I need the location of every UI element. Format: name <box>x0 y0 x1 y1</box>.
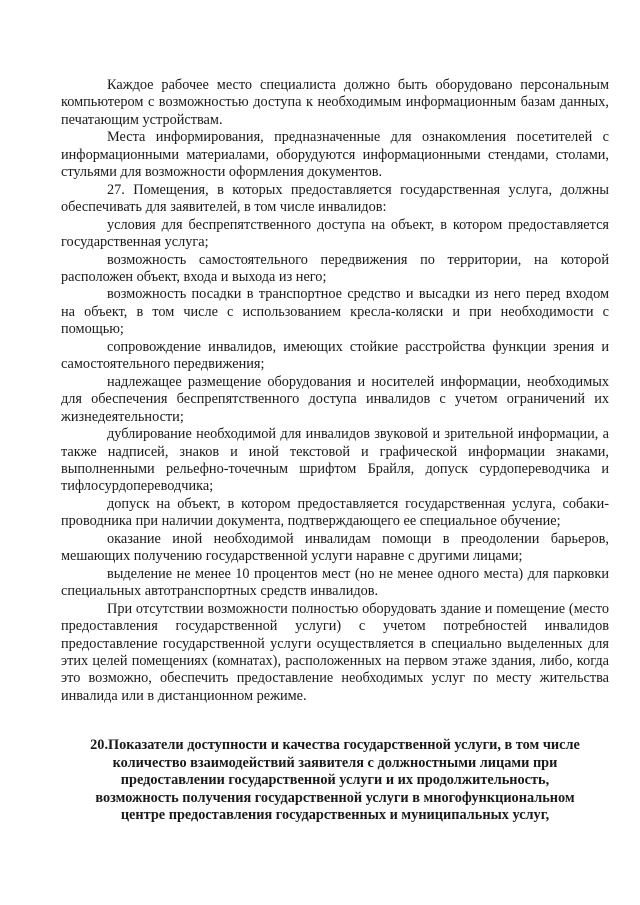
paragraph: допуск на объект, в котором предоставляется государственная услуга, собаки-проводника при наличии документа, подтверждающего ее специальное обучение; <box>61 495 609 530</box>
document-body <box>61 77 609 705</box>
paragraph: оказание иной необходимой инвалидам помощи в преодолении барьеров, мешающих получению государственной услуги наравне с другими лицами; <box>61 530 609 565</box>
paragraph: Каждое рабочее место специалиста должно быть оборудовано персональным компьютером с возможностью доступа к необходимым информационным базам данных, печатающим устройствам. <box>61 77 609 128</box>
paragraph: Места информирования, предназначенные для ознакомления посетителей с информационными материалами, оборудуются информационными стендами, столами, стульями для возможности оформления документов. <box>61 129 609 181</box>
paragraph: возможность самостоятельного передвижения по территории, на которой расположен объект, входа и выхода из него; <box>61 251 609 285</box>
section-heading-line: возможность получения государственной услуги в многофункциональном <box>95 789 575 806</box>
paragraph: При отсутствии возможности полностью оборудовать здание и помещение (место предоставления государственной услуги) с учетом потребностей инвалидов предоставление государственной услуги осуществляется в специально выделенных для этих целей помещениях (комнатах), расположенных на первом этаже здания, либо, когда это возможно, обеспечить предоставление необходимых услуг по месту жительства инвалида или в дистанционном режиме. <box>61 600 609 704</box>
paragraph: выделение не менее 10 процентов мест (но не менее одного места) для парковки специальных автотранспортных средств инвалидов. <box>61 565 609 600</box>
paragraph: возможность посадки в транспортное средство и высадки из него перед входом на объект, в том числе с использованием кресла-коляски и при необходимости с помощью; <box>61 286 609 338</box>
paragraph: сопровождение инвалидов, имеющих стойкие расстройства функции зрения и самостоятельного передвижения; <box>61 338 609 373</box>
section-heading-line: количество взаимодействий заявителя с должностными лицами при <box>112 754 558 771</box>
paragraph: 27. Помещения, в которых предоставляется государственная услуга, должны обеспечивать для заявителей, в том числе инвалидов: <box>61 181 609 216</box>
section-heading-line: 20.Показатели доступности и качества государственной услуги, в том числе <box>90 737 580 753</box>
section-heading-line: центре предоставления государственных и муниципальных услуг, <box>120 807 550 823</box>
paragraph: надлежащее размещение оборудования и носителей информации, необходимых для обеспечения беспрепятственного доступа инвалидов с учетом ограничений их жизнедеятельности; <box>61 373 609 425</box>
paragraph: дублирование необходимой для инвалидов звуковой и зрительной информации, а также надписей, знаков и иной текстовой и графической информации знаками, выполненными рельефно-точечным шрифтом Брайля, допуск сурдопереводчика и тифлосурдопереводчика; <box>61 426 609 495</box>
section-heading-line: предоставлении государственной услуги и их продолжительность, <box>120 772 550 788</box>
paragraph: условия для беспрепятственного доступа на объект, в котором предоставляется государственная услуга; <box>61 216 609 251</box>
section-heading <box>61 737 609 825</box>
